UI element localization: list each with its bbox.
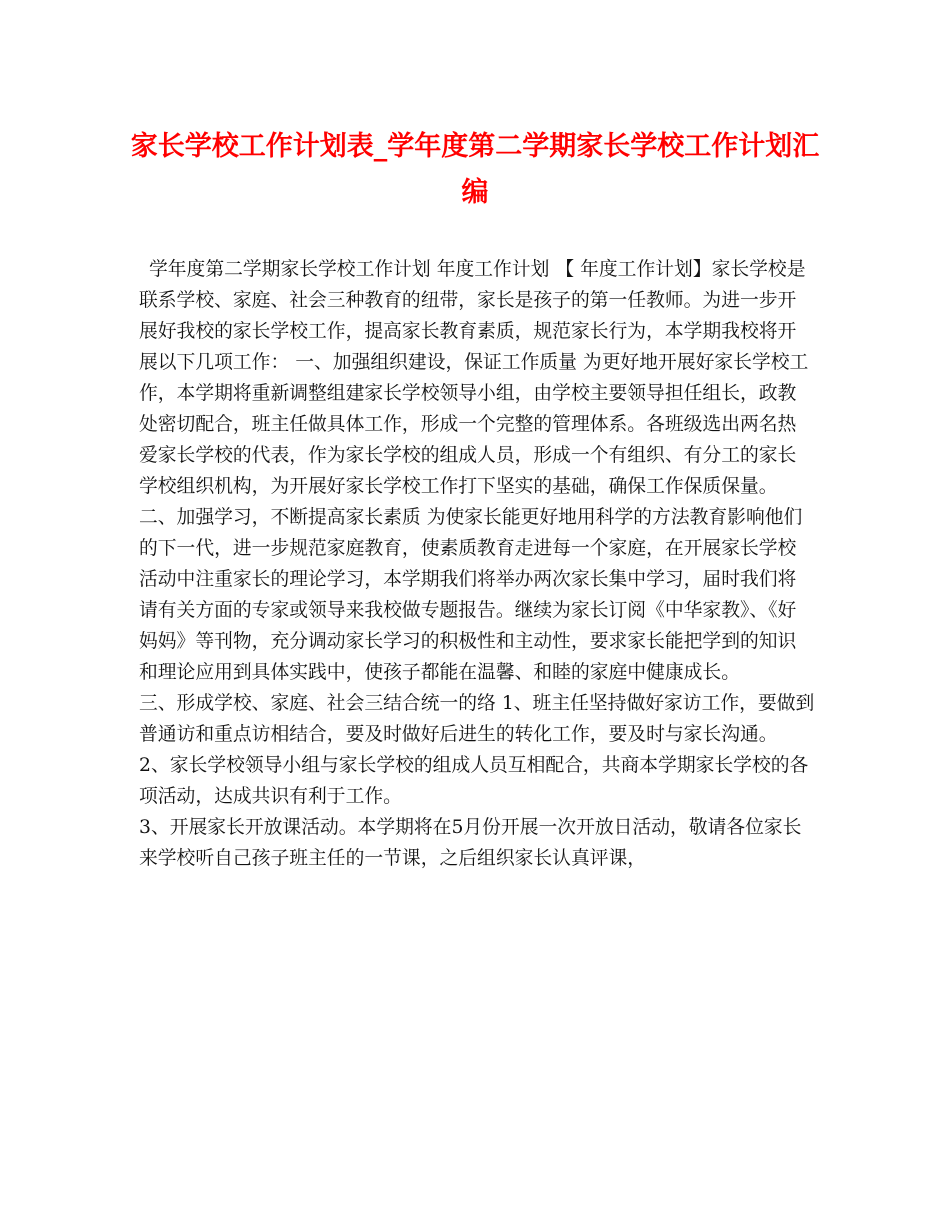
paragraph-intro: 学年度第二学期家长学校工作计划 年度工作计划 【 年度工作计划】家长学校是联系学校、家庭、社会三种教育的纽带，家长是孩子的第一任教师。为进一步开展好我校的家长学校工作，提高家长教育素质，规范家长行为，本学期我校将开展以下几项工作： 一、加强组织建设，保证工作质量 为更好地开展好家长学校工作，本学期将重新调整组建家长学校领导小组，由学校主要领导担任组长，政教处密切配合，班主任做具体工作，形成一个完整的管理体系。各班级选出两名热爱家长学校的代表，作为家长学校的组成人员，形成一个有组织、有分工的家长学校组织机构，为开展好家长学校工作打下坚实的基础，确保工作保质保量。 bbox=[139, 259, 809, 497]
paragraph-item-two: 2、家长学校领导小组与家长学校的组成人员互相配合，共商本学期家长学校的各项活动，达成共识有利于工作。 bbox=[139, 755, 809, 807]
paragraph-section-three: 三、形成学校、家庭、社会三结合统一的络 1、班主任坚持做好家访工作，要做到普通访和重点访相结合，要及时做好后进生的转化工作，要及时与家长沟通。 bbox=[139, 693, 815, 745]
paragraph-section-two: 二、加强学习，不断提高家长素质 为使家长能更好地用科学的方法教育影响他们的下一代，进一步规范家庭教育，使素质教育走进每一个家庭，在开展家长学校活动中注重家长的理论学习，本学期我们将举办两次家长集中学习，届时我们将请有关方面的专家或领导来我校做专题报告。继续为家长订阅《中华家教》、《好妈妈》等刊物，充分调动家长学习的积极性和主动性，要求家长能把学到的知识和理论应用到具体实践中，使孩子都能在温馨、和睦的家庭中健康成长。 bbox=[139, 507, 803, 683]
document-title: 家长学校工作计划表_学年度第二学期家长学校工作计划汇编 bbox=[130, 131, 820, 208]
paragraph-item-three: 3、开展家长开放课活动。本学期将在5月份开展一次开放日活动，敬请各位家长来学校听自己孩子班主任的一节课，之后组织家长认真评课， bbox=[139, 817, 802, 869]
document-body bbox=[139, 254, 815, 874]
